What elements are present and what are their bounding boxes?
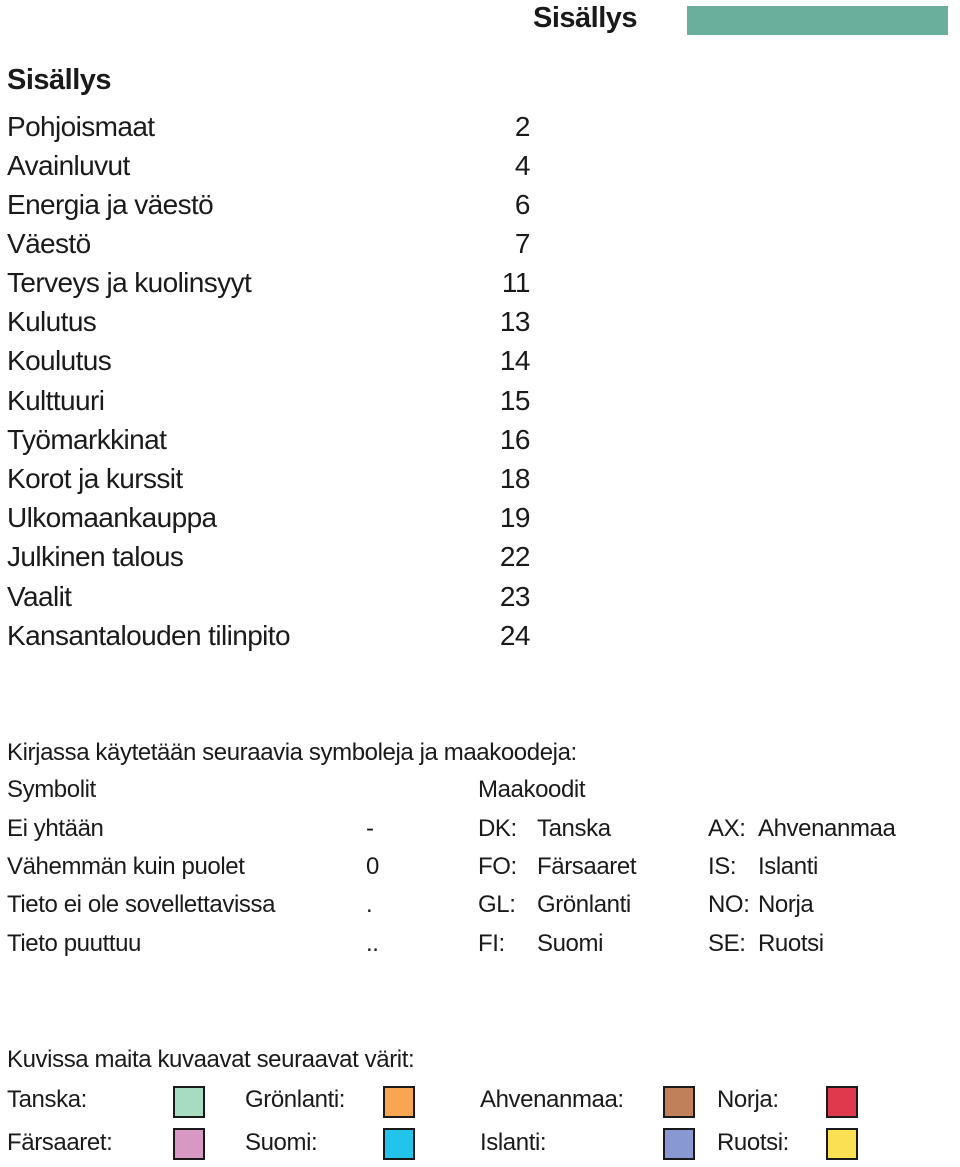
country-code: IS: <box>708 853 737 880</box>
symbols-header: Symbolit <box>7 776 96 803</box>
toc-entry-page: 7 <box>514 228 530 259</box>
toc-title: Sisällys <box>7 64 112 96</box>
color-legend-label: Suomi: <box>245 1129 318 1156</box>
toc-entry-page: 23 <box>499 581 530 612</box>
country-codes-header: Maakoodit <box>478 776 586 803</box>
color-legend-label: Norja: <box>717 1086 779 1113</box>
toc-entry-label[interactable]: Ulkomaankauppa <box>7 502 217 533</box>
toc-entry-page: 16 <box>499 424 530 455</box>
country-code: AX: <box>708 815 746 842</box>
color-legend-label: Färsaaret: <box>7 1129 113 1156</box>
symbol-value: 0 <box>366 853 379 880</box>
toc-entry-label[interactable]: Korot ja kurssit <box>7 463 183 494</box>
country-code: FO: <box>478 853 517 880</box>
country-code: SE: <box>708 930 746 957</box>
color-swatch <box>173 1128 205 1160</box>
toc-entry-page: 15 <box>499 385 530 416</box>
symbol-value: .. <box>366 930 379 957</box>
country-name: Färsaaret <box>537 853 637 880</box>
colors-intro: Kuvissa maita kuvaavat seuraavat värit: <box>7 1046 415 1073</box>
toc-entry-page: 18 <box>499 463 530 494</box>
country-name: Ruotsi <box>758 930 824 957</box>
color-legend-label: Ruotsi: <box>717 1129 789 1156</box>
color-swatch <box>383 1128 415 1160</box>
symbol-value: - <box>366 815 374 842</box>
symbol-label: Tieto puuttuu <box>7 930 142 957</box>
color-swatch <box>663 1086 695 1118</box>
toc-entry-page: 2 <box>514 111 530 142</box>
color-legend-label: Islanti: <box>480 1129 547 1156</box>
color-legend-label: Grönlanti: <box>245 1086 346 1113</box>
toc-entry-page: 19 <box>499 502 530 533</box>
color-swatch <box>173 1086 205 1118</box>
header-accent-bar <box>687 6 948 35</box>
toc-entry-page: 6 <box>514 189 530 220</box>
toc-entry-label[interactable]: Kulttuuri <box>7 385 105 416</box>
color-swatch <box>826 1128 858 1160</box>
country-name: Suomi <box>537 930 604 957</box>
symbol-label: Ei yhtään <box>7 815 104 842</box>
toc-entry-page: 4 <box>514 150 530 181</box>
country-name: Grönlanti <box>537 891 631 918</box>
toc-entry-label[interactable]: Julkinen talous <box>7 541 184 572</box>
toc-entry-label[interactable]: Koulutus <box>7 345 112 376</box>
country-code: DK: <box>478 815 517 842</box>
toc-entry-label[interactable]: Kulutus <box>7 306 97 337</box>
country-name: Tanska <box>537 815 611 842</box>
toc-entry-label[interactable]: Energia ja väestö <box>7 189 214 220</box>
country-code: FI: <box>478 930 505 957</box>
country-code: NO: <box>708 891 750 918</box>
toc-entry-label[interactable]: Avainluvut <box>7 150 130 181</box>
symbols-intro: Kirjassa käytetään seuraavia symboleja ja maakoodeja: <box>7 739 577 766</box>
country-name: Ahvenanmaa <box>758 815 896 842</box>
color-swatch <box>383 1086 415 1118</box>
toc-entry-page: 14 <box>499 345 530 376</box>
country-name: Islanti <box>758 853 818 880</box>
page-header-title: Sisällys <box>533 2 638 34</box>
color-swatch <box>663 1128 695 1160</box>
color-swatch <box>826 1086 858 1118</box>
color-legend-label: Tanska: <box>7 1086 87 1113</box>
symbol-label: Tieto ei ole sovellettavissa <box>7 891 276 918</box>
toc-entry-page: 11 <box>501 267 530 298</box>
toc-entry-page: 24 <box>499 620 530 651</box>
toc-entry-label[interactable]: Väestö <box>7 228 91 259</box>
country-code: GL: <box>478 891 516 918</box>
toc-entry-page: 22 <box>499 541 530 572</box>
toc-entry-label[interactable]: Työmarkkinat <box>7 424 167 455</box>
toc-entry-label[interactable]: Vaalit <box>7 581 72 612</box>
toc-entry-label[interactable]: Terveys ja kuolinsyyt <box>7 267 252 298</box>
toc-entry-page: 13 <box>499 306 530 337</box>
symbol-label: Vähemmän kuin puolet <box>7 853 245 880</box>
toc-entry-label[interactable]: Kansantalouden tilinpito <box>7 620 290 651</box>
country-name: Norja <box>758 891 814 918</box>
color-legend-label: Ahvenanmaa: <box>480 1086 624 1113</box>
toc-entry-label[interactable]: Pohjoismaat <box>7 111 155 142</box>
symbol-value: . <box>366 891 373 918</box>
